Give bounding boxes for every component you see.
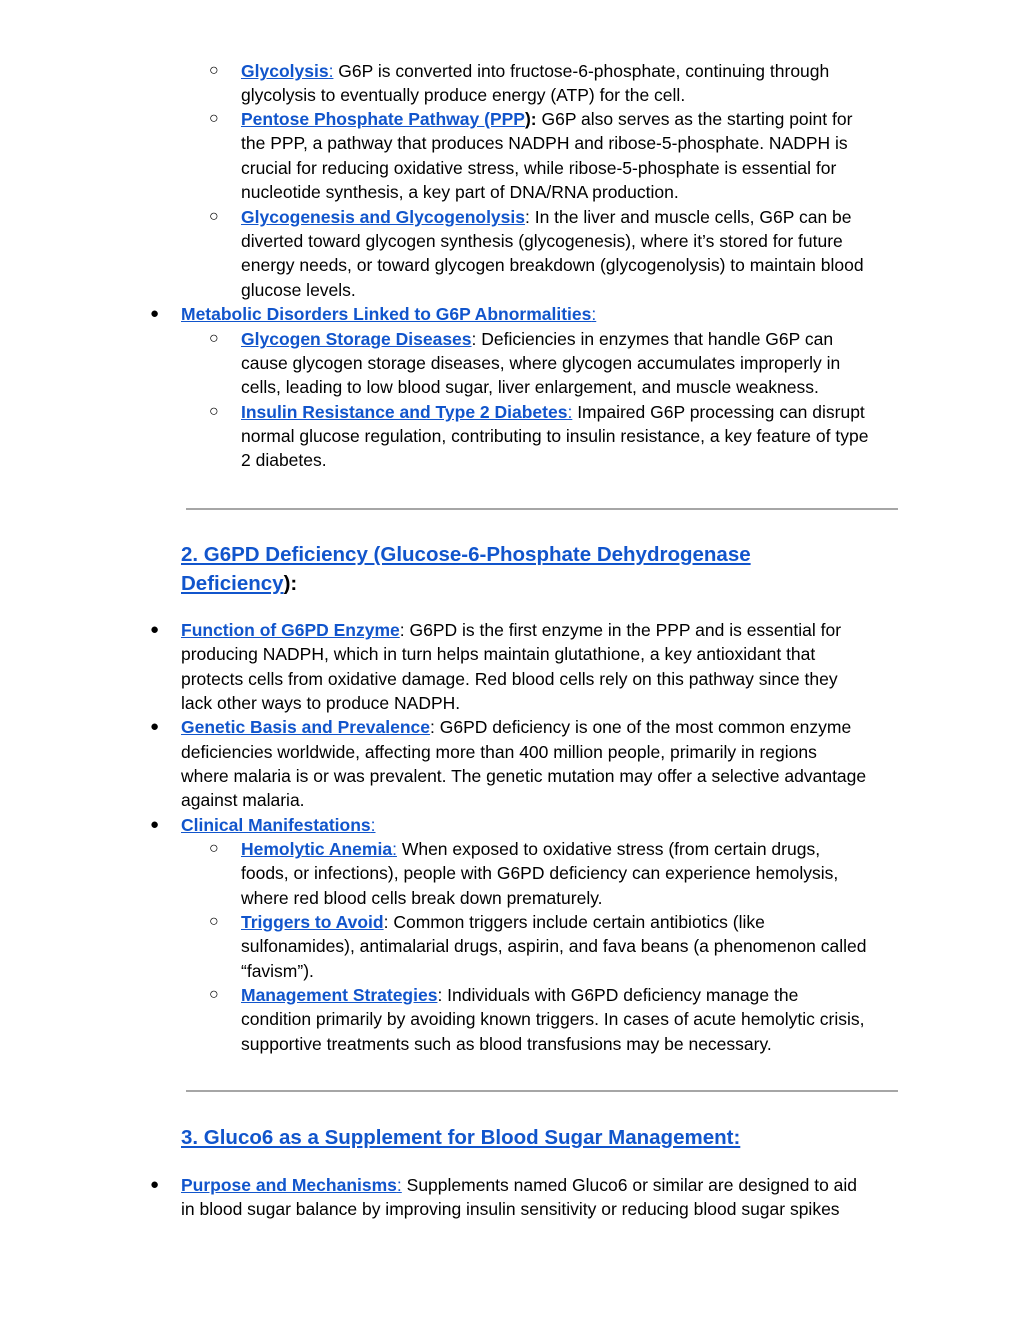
link-colon: : — [396, 1175, 402, 1195]
body-text: When exposed to oxidative stress (from certain drugs, — [396, 839, 821, 859]
list-item — [181, 302, 911, 326]
hollow-bullet-icon: ○ — [209, 208, 219, 225]
body-text: cells, leading to low blood sugar, liver enlargement, and muscle weakness. — [241, 377, 819, 397]
solid-bullet-icon: ● — [150, 816, 160, 833]
solid-bullet-icon: ● — [150, 718, 160, 735]
body-text: supportive treatments such as blood transfusions may be necessary. — [241, 1034, 772, 1054]
body-text: the PPP, a pathway that produces NADPH and ribose-5-phosphate. NADPH is — [241, 133, 848, 153]
pentose-phosphate-pathway-link[interactable]: Pentose Phosphate Pathway (PPP — [241, 109, 525, 129]
hemolytic-anemia-link[interactable]: Hemolytic Anemia — [241, 839, 393, 859]
body-text: in blood sugar balance by improving insulin sensitivity or reducing blood sugar spikes — [181, 1199, 840, 1219]
heading-suffix: ): — [283, 572, 298, 595]
body-text: “favism”). — [241, 961, 314, 981]
list-item — [241, 107, 911, 131]
purpose-and-mechanisms-link[interactable]: Purpose and Mechanisms — [181, 1175, 397, 1195]
list-item — [241, 837, 911, 861]
body-text: : In the liver and muscle cells, G6P can be — [525, 207, 852, 227]
body-text: deficiencies worldwide, affecting more than 400 million people, primarily in regions — [181, 742, 817, 762]
hollow-bullet-icon: ○ — [209, 403, 219, 420]
list-item — [241, 327, 911, 351]
body-text: diverted toward glycogen synthesis (glycogenesis), where it’s stored for future — [241, 231, 843, 251]
body-text: lack other ways to produce NADPH. — [181, 693, 461, 713]
management-strategies-link[interactable]: Management Strategies — [241, 985, 438, 1005]
link-colon: : — [591, 304, 597, 324]
horizontal-divider — [186, 1090, 898, 1092]
triggers-to-avoid-link[interactable]: Triggers to Avoid — [241, 912, 384, 932]
glycogenesis-link[interactable]: Glycogenesis and Glycogenolysis — [241, 207, 525, 227]
body-text: : G6PD deficiency is one of the most common enzyme — [430, 717, 852, 737]
glycogen-storage-diseases-link[interactable]: Glycogen Storage Diseases — [241, 329, 472, 349]
list-item — [241, 983, 911, 1007]
glycolysis-link[interactable]: Glycolysis — [241, 61, 329, 81]
body-text: : Deficiencies in enzymes that handle G6P can — [471, 329, 834, 349]
link-colon: : — [392, 839, 397, 859]
body-text: glycolysis to eventually produce energy (ATP) for the cell. — [241, 85, 686, 105]
section-heading — [181, 1123, 740, 1153]
link-suffix: ): — [524, 109, 537, 129]
genetic-basis-link[interactable]: Genetic Basis and Prevalence — [181, 717, 431, 737]
list-item — [241, 205, 911, 229]
link-colon: : — [567, 402, 573, 422]
list-item — [181, 715, 911, 739]
g6pd-deficiency-heading-link-cont[interactable]: Deficiency — [181, 572, 284, 595]
hollow-bullet-icon: ○ — [209, 840, 219, 857]
body-text: producing NADPH, which in turn helps maintain glutathione, a key antioxidant that — [181, 644, 816, 664]
solid-bullet-icon: ● — [150, 305, 160, 322]
body-text: foods, or infections), people with G6PD deficiency can experience hemolysis, — [241, 863, 839, 883]
metabolic-disorders-link[interactable]: Metabolic Disorders Linked to G6P Abnormalities — [181, 304, 592, 324]
body-text: crucial for reducing oxidative stress, while ribose-5-phosphate is essential for — [241, 158, 837, 178]
list-item — [241, 59, 911, 83]
gluco6-supplement-heading-link[interactable]: 3. Gluco6 as a Supplement for Blood Sugar Management: — [181, 1126, 741, 1149]
hollow-bullet-icon: ○ — [209, 110, 219, 127]
list-item — [181, 1173, 911, 1197]
hollow-bullet-icon: ○ — [209, 62, 219, 79]
section-heading — [181, 569, 297, 599]
body-text: nucleotide synthesis, a key part of DNA/RNA production. — [241, 182, 679, 202]
body-text: condition primarily by avoiding known triggers. In cases of acute hemolytic crisis, — [241, 1009, 865, 1029]
body-text: glucose levels. — [241, 280, 356, 300]
list-item — [181, 618, 911, 642]
body-text: sulfonamides), antimalarial drugs, aspirin, and fava beans (a phenomenon called — [241, 936, 867, 956]
body-text: Supplements named Gluco6 or similar are designed to aid — [401, 1175, 858, 1195]
link-colon: : — [328, 61, 334, 81]
list-item — [241, 910, 911, 934]
hollow-bullet-icon: ○ — [209, 913, 219, 930]
body-text: cause glycogen storage diseases, where glycogen accumulates improperly in — [241, 353, 841, 373]
horizontal-divider — [186, 508, 898, 510]
list-item — [181, 813, 911, 837]
body-text: Impaired G6P processing can disrupt — [572, 402, 865, 422]
body-text: protects cells from oxidative damage. Red blood cells rely on this pathway since they — [181, 669, 838, 689]
body-text: where red blood cells break down prematurely. — [241, 888, 603, 908]
body-text: G6P also serves as the starting point for — [536, 109, 853, 129]
solid-bullet-icon: ● — [150, 1176, 160, 1193]
body-text: : G6PD is the first enzyme in the PPP and is essential for — [399, 620, 842, 640]
hollow-bullet-icon: ○ — [209, 330, 219, 347]
hollow-bullet-icon: ○ — [209, 986, 219, 1003]
body-text: G6P is converted into fructose-6-phosphate, continuing through — [333, 61, 830, 81]
body-text: where malaria is or was prevalent. The genetic mutation may offer a selective advantage — [181, 766, 867, 786]
body-text: against malaria. — [181, 790, 305, 810]
solid-bullet-icon: ● — [150, 621, 160, 638]
clinical-manifestations-link[interactable]: Clinical Manifestations — [181, 815, 371, 835]
list-item — [241, 400, 911, 424]
insulin-resistance-link[interactable]: Insulin Resistance and Type 2 Diabetes — [241, 402, 568, 422]
body-text: energy needs, or toward glycogen breakdown (glycogenolysis) to maintain blood — [241, 255, 864, 275]
section-heading — [181, 540, 751, 570]
body-text: : Common triggers include certain antibiotics (like — [383, 912, 765, 932]
function-of-g6pd-link[interactable]: Function of G6PD Enzyme — [181, 620, 400, 640]
body-text: 2 diabetes. — [241, 450, 327, 470]
link-colon: : — [370, 815, 376, 835]
body-text: normal glucose regulation, contributing to insulin resistance, a key feature of type — [241, 426, 869, 446]
g6pd-deficiency-heading-link[interactable]: 2. G6PD Deficiency (Glucose-6-Phosphate Dehydrogenase — [181, 543, 751, 566]
body-text: : Individuals with G6PD deficiency manage the — [437, 985, 799, 1005]
